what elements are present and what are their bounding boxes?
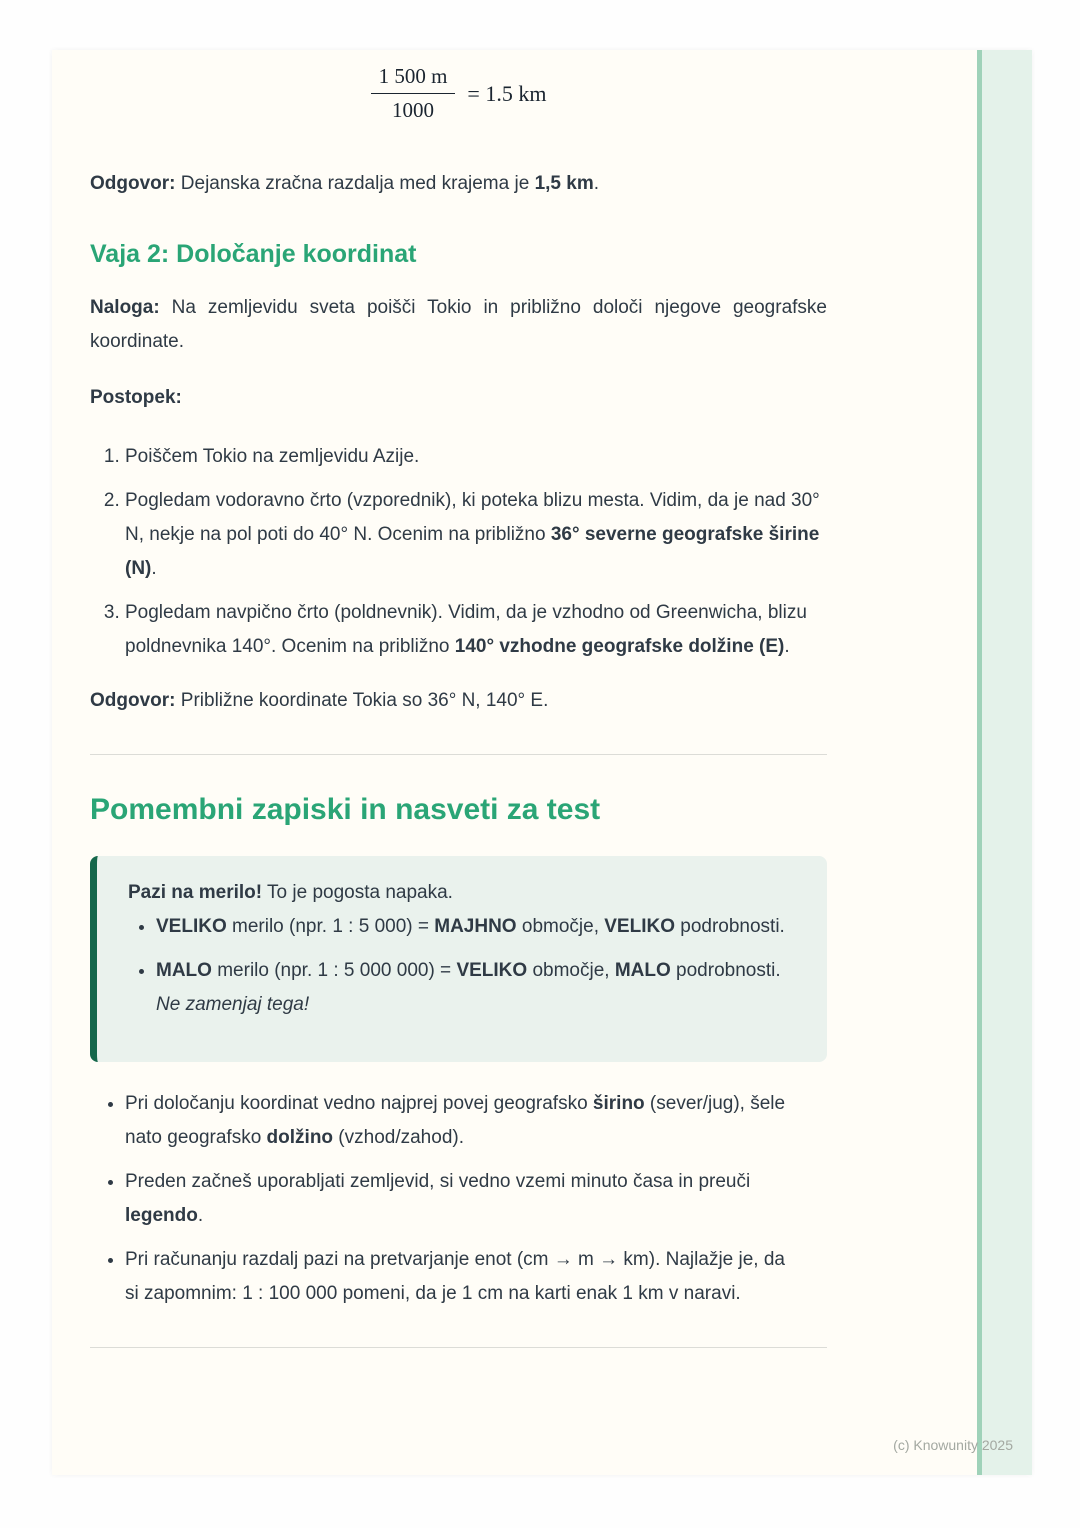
bottom-divider (90, 1347, 827, 1348)
steps-label: Postopek: (90, 387, 182, 408)
task-paragraph: Naloga: Na zemljevidu sveta poišči Tokio in približno določi njegove geografske koordinate. (90, 297, 827, 352)
page-content (52, 50, 827, 1348)
callout-bullet-list (128, 910, 797, 1022)
callout-intro: Pazi na merilo! To je pogosta napaka. (128, 882, 453, 903)
tips-bullet-list (90, 1087, 792, 1311)
copyright-footer: (c) Knowunity 2025 (893, 1437, 1013, 1453)
warning-callout-box (90, 856, 827, 1062)
fraction (371, 64, 456, 123)
equation-result: = 1.5 km (467, 80, 547, 106)
page-edge-accent-stripe (977, 50, 1032, 1475)
step-item-3: 3. Pogledam navpično črto (poldnevnik). Vidim, da je vzhodno od Greenwicha, blizu poldnevnika 140°. Ocenim na približno 140° vzhodne geografske dolžine (E). (125, 596, 827, 664)
fraction-denominator: 1000 (391, 98, 434, 122)
scale-conversion-equation (90, 64, 827, 123)
tip-item-2: • Preden začneš uporabljati zemljevid, si vedno vzemi minuto časa in preuči legendo. (125, 1165, 792, 1233)
section-divider (90, 754, 827, 755)
tip-item-3: • Pri računanju razdalj pazi na pretvarjanje enot (cm → m → km). Najlažje je, da si zapomnim: 1 : 100 000 pomeni, da je 1 cm na karti enak 1 km v naravi. (125, 1243, 792, 1311)
step-item-1: 1. Poiščem Tokio na zemljevidu Azije. (125, 440, 827, 474)
section-heading-vaja-2: Vaja 2: Določanje koordinat (90, 240, 417, 268)
step-item-2: 2. Pogledam vodoravno črto (vzporednik), ki poteka blizu mesta. Vidim, da je nad 30° N, nekje na pol poti do 40° N. Ocenim na približno 36° severne geografske širine (N). (125, 484, 827, 586)
section-heading-notes: Pomembni zapiski in nasveti za test (90, 793, 601, 826)
document-page (52, 50, 1032, 1475)
callout-bullet-1: • VELIKO merilo (npr. 1 : 5 000) = MAJHNO območje, VELIKO podrobnosti. (156, 910, 797, 944)
tip-item-1: • Pri določanju koordinat vedno najprej povej geografsko širino (sever/jug), šele nato geografsko dolžino (vzhod/zahod). (125, 1087, 792, 1155)
steps-ordered-list (90, 440, 827, 664)
answer-paragraph-1: Odgovor: Dejanska zračna razdalja med krajema je 1,5 km. (90, 173, 599, 194)
answer-paragraph-2: Odgovor: Približne koordinate Tokia so 36° N, 140° E. (90, 690, 549, 711)
fraction-numerator: 1 500 m (371, 64, 456, 94)
callout-bullet-2: • MALO merilo (npr. 1 : 5 000 000) = VELIKO območje, MALO podrobnosti. Ne zamenjaj tega! (156, 954, 797, 1022)
